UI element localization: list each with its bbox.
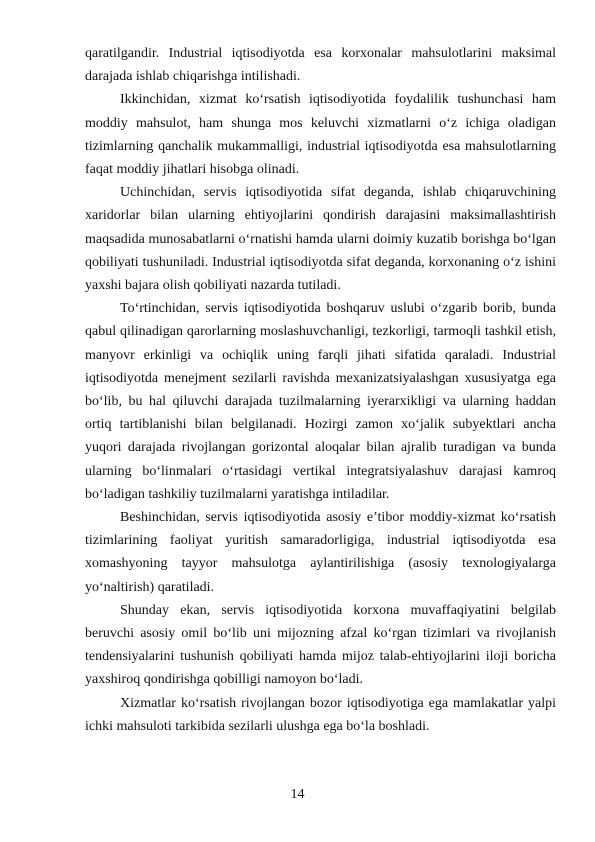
paragraph-ikkinchidan: Ikkinchidan, xizmat ko‘rsatish iqtisodiyotida foydalilik tushunchasi ham moddiy mahsulot, ham shunga mos keluvchi xizmatlarni o‘z ichiga oladigan tizimlarning qanchalik mukammalligi, industrial iqtisodiyotda esa mahsulotlarning faqat moddiy jihatlari hisobga olinadi. bbox=[85, 92, 556, 178]
paragraph-uchinchidan: Uchinchidan, servis iqtisodiyotida sifat deganda, ishlab chiqaruvchining xaridorlar bilan ularning ehtiyojlarini qondirish darajasini maksimallashtirish maqsadida munosabatlarni o‘rnatishi hamda ularni doimiy kuzatib borishga bo‘lgan qobiliyati tushuniladi. Industrial iqtisodiyotda sifat deganda, korxonaning o‘z ishini yaxshi bajara olish qobiliyati nazarda tutiladi. bbox=[85, 185, 556, 294]
page-body bbox=[85, 42, 556, 738]
paragraph-shunday: Shunday ekan, servis iqtisodiyotida korxona muvaffaqiyatini belgilab beruvchi asosiy omil bo‘lib uni mijozning afzal ko‘rgan tizimlari va rivojlanish tendensiyalarini tushunish qobiliyati hamda mijoz talab-ehtiyojlarini iloji boricha yaxshiroq qondirishga qobilligi namoyon bo‘ladi. bbox=[85, 602, 556, 688]
paragraph-beshinchidan: Beshinchidan, servis iqtisodiyotida asosiy e’tibor moddiy-xizmat ko‘rsatish tizimlarining faoliyat yuritish samaradorligiga, industrial iqtisodiyotda esa xomashyoning tayyor mahsulotga aylantirilishiga (asosiy texnologiyalarga yo‘naltirish) qaratiladi. bbox=[85, 510, 556, 595]
paragraph-xizmatlar: Xizmatlar ko‘rsatish rivojlangan bozor iqtisodiyotiga ega mamlakatlar yalpi ichki mahsuloti tarkibida sezilarli ulushga ega bo‘la boshladi. bbox=[85, 695, 556, 734]
paragraph-tortinchidan: To‘rtinchidan, servis iqtisodiyotida boshqaruv uslubi o‘zgarib borib, bunda qabul qilinadigan qarorlarning moslashuvchanligi, tezkorligi, tarmoqli tashkil etish, manyovr erkinligi va ochiqlik uning farqli jihati sifatida qaraladi. Industrial iqtisodiyotda menejment sezilarli ravishda mexanizatsiyalashgan xususiyatga ega bo‘lib, bu hal qiluvchi darajada tuzilmalarning iyerarxikligi va ularning haddan ortiq tartiblanishi bilan belgilanadi. Hozirgi zamon xo‘jalik subyektlari ancha yuqori darajada rivojlangan gorizontal aloqalar bilan ajralib turadigan va bunda ularning bo‘linmalari o‘rtasidagi vertikal integratsiyalashuv darajasi kamroq bo‘ladigan tashkiliy tuzilmalarni yaratishga intiladilar. bbox=[85, 301, 556, 502]
page-number: 14 bbox=[290, 787, 305, 802]
paragraph-continued: qaratilgandir. Industrial iqtisodiyotda esa korxonalar mahsulotlarini maksimal darajada ishlab chiqarishga intilishadi. bbox=[85, 46, 556, 85]
